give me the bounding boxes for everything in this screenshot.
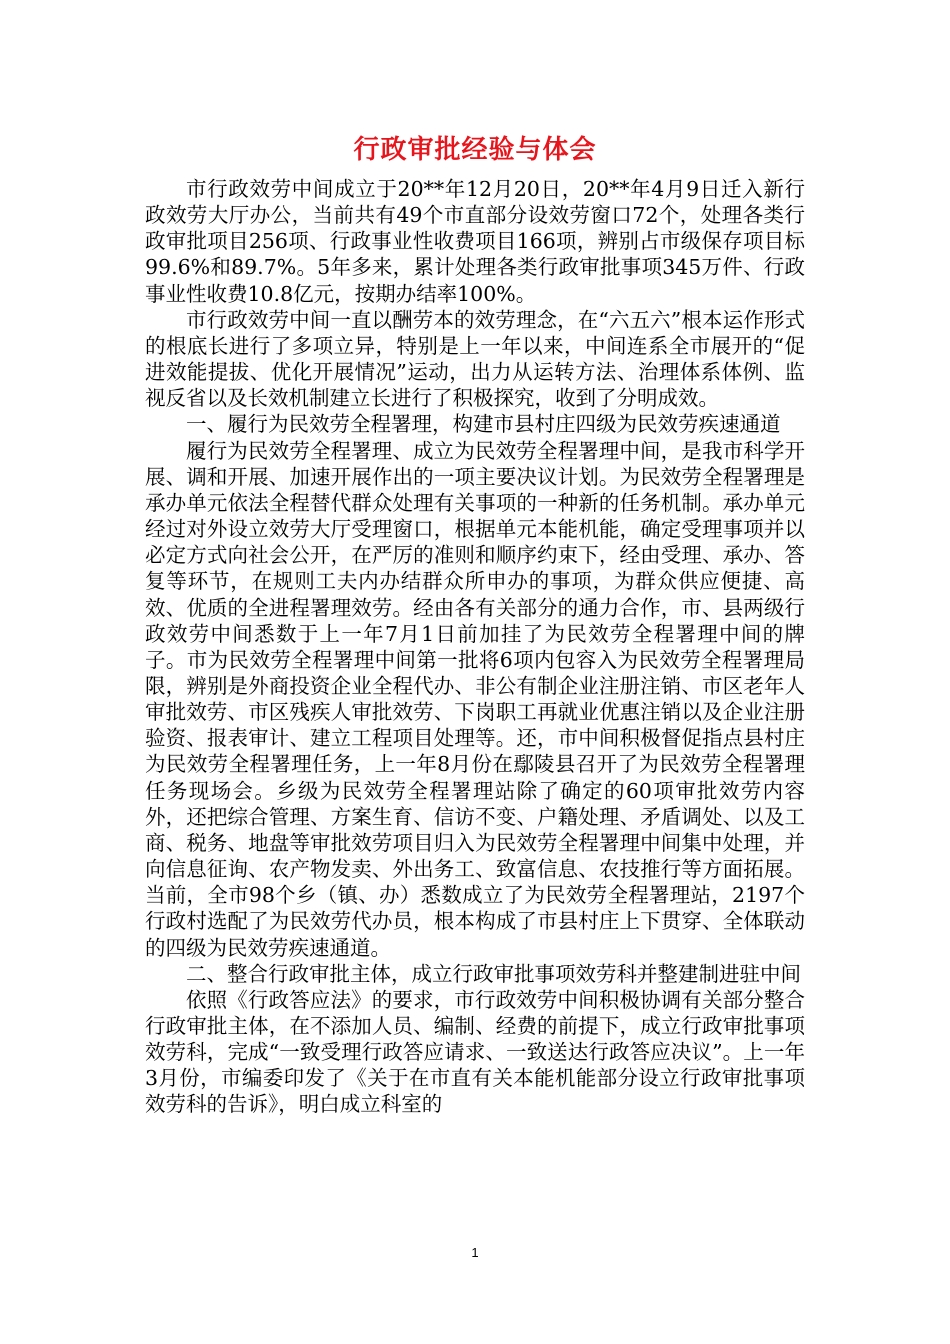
document-body xyxy=(145,176,805,1118)
section-heading-2: 二、整合行政审批主体，成立行政审批事项效劳科并整建制进驻中间 xyxy=(186,961,801,986)
paragraph-intro: 市行政效劳中间成立于20**年12月20日，20**年4月9日迁入新行政效劳大厅办公，当前共有49个市直部分设效劳窗口72个，处理各类行政审批项目256项、行政事业性收费项目166项，辨别占市级保存项目标99.6%和89.7%。5年多来，累计处理各类行政审批事项345万件、行政事业性收费10.8亿元，按期办结率100%。 xyxy=(145,177,805,306)
document-title: 行政审批经验与体会 xyxy=(353,135,597,165)
paragraph-section-1: 履行为民效劳全程署理、成立为民效劳全程署理中间，是我市科学开展、调和开展、加速开展作出的一项主要决议计划。为民效劳全程署理是承办单元依法全程替代群众处理有关事项的一种新的任务机制。承办单元经过对外设立效劳大厅受理窗口，根据单元本能机能，确定受理事项并以必定方式向社会公开，在严厉的准则和顺序约束下，经由受理、承办、答复等环节，在规则工夫内办结群众所申办的事项，为群众供应便捷、高效、优质的全进程署理效劳。经由各有关部分的通力合作，市、县两级行政效劳中间悉数于上一年7月1日前加挂了为民效劳全程署理中间的牌子。市为民效劳全程署理中间第一批将6项内包容入为民效劳全程署理局限，辨别是外商投资企业全程代办、非公有制企业注册注销、市区老年人审批效劳、市区残疾人审批效劳、下岗职工再就业优惠注销以及企业注册验资、报表审计、建立工程项目处理等。还，市中间积极督促指点县村庄为民效劳全程署理任务，上一年8月份在鄢陵县召开了为民效劳全程署理任务现场会。乡级为民效劳全程署理站除了确定的60项审批效劳内容外，还把综合管理、方案生育、信访不变、户籍处理、矛盾调处、以及工商、税务、地盘等审批效劳项目归入为民效劳全程署理中间集中处理，并向信息征询、农产物发卖、外出务工、致富信息、农技推行等方面拓展。当前，全市98个乡（镇、办）悉数成立了为民效劳全程署理站，2197个行政村选配了为民效劳代办员，根本构成了市县村庄上下贯穿、全体联动的四级为民效劳疾速通道。 xyxy=(145,438,805,960)
paragraph-section-2: 依照《行政答应法》的要求，市行政效劳中间积极协调有关部分整合行政审批主体，在不添加人员、编制、经费的前提下，成立行政审批事项效劳科，完成“一致受理行政答应请求、一致送达行政答应决议”。上一年3月份，市编委印发了《关于在市直有关本能机能部分设立行政审批事项效劳科的告诉》，明白成立科室的 xyxy=(145,987,805,1117)
paragraph-overview: 市行政效劳中间一直以酬劳本的效劳理念，在“六五六”根本运作形式的根底长进行了多项立异，特别是上一年以来，中间连系全市展开的“促进效能提拔、优化开展情况”运动，出力从运转方法、治理体系体例、监视反省以及长效机制建立长进行了积极探究，收到了分明成效。 xyxy=(145,307,805,411)
page-number: 1 xyxy=(471,1245,479,1260)
section-heading-1: 一、履行为民效劳全程署理，构建市县村庄四级为民效劳疾速通道 xyxy=(186,412,781,437)
